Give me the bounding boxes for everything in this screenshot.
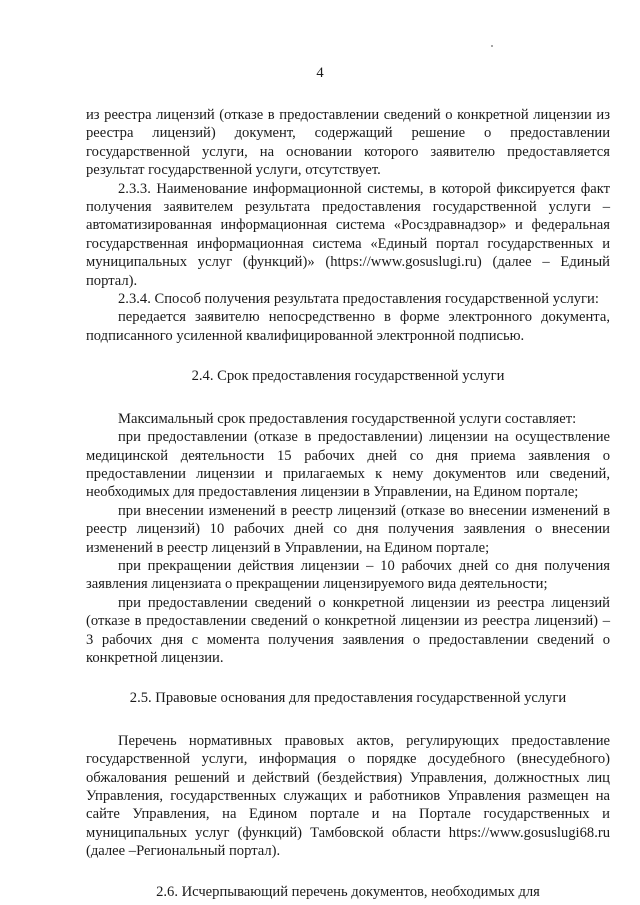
paragraph-2-3-3: 2.3.3. Наименование информационной системы, в которой фиксируется факт получения заявителем результата предоставления государственной услуги – автоматизированная информационная система «Росздравнадзор» и федеральная государственная информационная система «Единый портал государственных и муниципальных услуг (функций)» (https://www.gosuslugi.ru) (далее – Единый портал).: [86, 180, 610, 289]
section-heading-2-6: 2.6. Исчерпывающий перечень документов, необходимых для: [156, 883, 540, 900]
scan-dot: [491, 45, 493, 47]
paragraph-term-grant: при предоставлении (отказе в предоставлении) лицензии на осуществление медицинской деятельности 15 рабочих дней со дня приема заявления о предоставлении лицензии и прилагаемых к нему документов или сведений, необходимых для предоставления лицензии в Управлении, на Едином портале;: [86, 429, 610, 501]
paragraph-term-termination: при прекращении действия лицензии – 10 рабочих дней со дня получения заявления лицензиата о прекращении лицензируемого вида деятельности;: [86, 557, 610, 593]
section-heading-2-4: 2.4. Срок предоставления государственной услуги: [191, 368, 505, 385]
document-body: [86, 106, 610, 901]
paragraph-term-info: при предоставлении сведений о конкретной лицензии из реестра лицензий (отказе в предоставлении сведений о конкретной лицензии из реестра лицензий) – 3 рабочих дня с момента получения заявления о предоставлении сведений о конкретной лицензии.: [86, 594, 610, 666]
paragraph-result-document: из реестра лицензий (отказе в предоставлении сведений о конкретной лицензии из реестра лицензий) документ, содержащий решение о предоставлении государственной услуги, на основании которого заявителю предоставляется результат государственной услуги, отсутствует.: [86, 107, 610, 179]
paragraph-term-changes: при внесении изменений в реестр лицензий (отказе во внесении изменений в реестр лицензий) 10 рабочих дней со дня получения заявления о внесении изменений в реестр лицензий в Управлении, на Едином портале;: [86, 502, 610, 556]
paragraph-2-3-4: 2.3.4. Способ получения результата предоставления государственной услуги:: [118, 291, 599, 308]
section-heading-2-5: 2.5. Правовые основания для предоставления государственной услуги: [129, 690, 567, 707]
paragraph-delivery-method: передается заявителю непосредственно в форме электронного документа, подписанного усиленной квалифицированной электронной подписью.: [86, 309, 610, 344]
paragraph-max-term: Максимальный срок предоставления государственной услуги составляет:: [118, 410, 577, 427]
paragraph-legal-basis: Перечень нормативных правовых актов, регулирующих предоставление государственной услуги, информация о порядке досудебного (внесудебного) обжалования решений и действий (бездействия) Управления, должностных лиц Управления, государственных служащих и работников Управления размещен на сайте Управления, на Едином портале и на Портале государственных и муниципальных услуг (функций) Тамбовской области https://www.gosuslugi68.ru (далее –Региональный портал).: [86, 732, 610, 860]
page-number: 4: [316, 65, 324, 81]
